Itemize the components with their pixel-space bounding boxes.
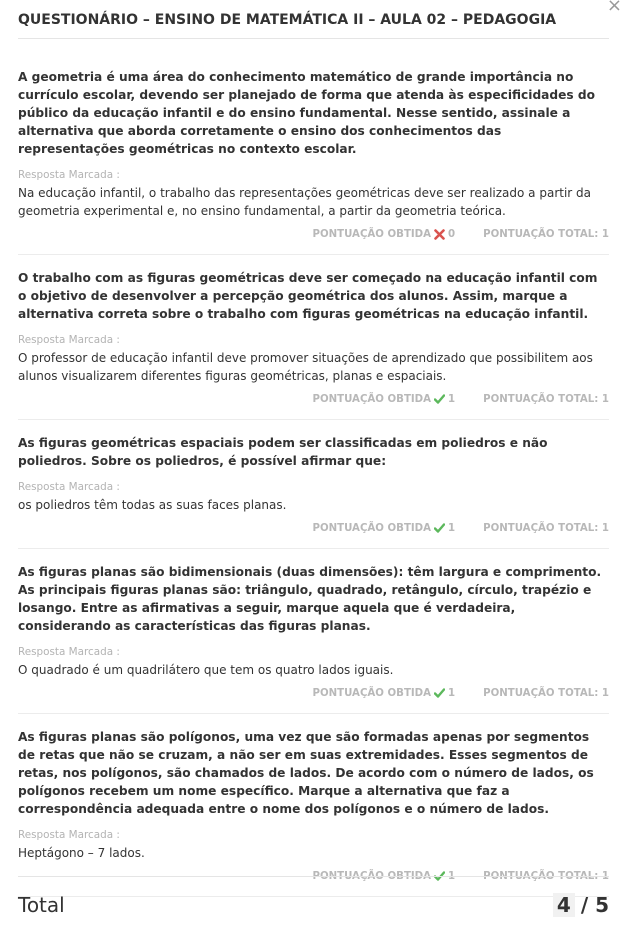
page-title: QUESTIONÁRIO – ENSINO DE MATEMÁTICA II – AULA 02 – PEDAGOGIA — [18, 12, 557, 28]
question-item — [18, 420, 609, 549]
answer-label: Resposta Marcada : — [18, 169, 120, 181]
score-obtained-label: PONTUAÇÃO OBTIDA — [312, 228, 432, 240]
score-obtained-value: 1 — [448, 687, 456, 699]
question-text: As figuras geométricas espaciais podem ser classificadas em poliedros e não poliedros. Sobre os poliedros, é possível afirmar que: — [18, 436, 548, 468]
question-text: As figuras planas são bidimensionais (duas dimensões): têm largura e comprimento. As principais figuras planas são: triângulo, quadrado, retângulo, círculo, trapézio e losango. Entre as afirmativas a seguir, marque aquela que é verdadeira, considerando as características das figuras planas. — [18, 565, 602, 633]
score-obtained-value: 0 — [448, 228, 456, 240]
total-score — [553, 893, 609, 917]
check-icon — [434, 394, 445, 404]
question-item — [18, 549, 609, 714]
score-total: PONTUAÇÃO TOTAL: 1 — [483, 228, 609, 240]
question-text: O trabalho com as figuras geométricas deve ser começado na educação infantil com o objetivo de desenvolver a percepção geométrica dos alunos. Assim, marque a alternativa correta sobre o trabalho com figuras geométricas na educação infantil. — [18, 271, 598, 321]
score-row — [18, 685, 609, 701]
answer-label: Resposta Marcada : — [18, 829, 120, 841]
score-obtained-label: PONTUAÇÃO OBTIDA — [312, 687, 432, 699]
score-obtained — [313, 688, 456, 699]
check-icon — [434, 523, 445, 533]
score-row — [18, 391, 609, 407]
score-obtained-label: PONTUAÇÃO OBTIDA — [312, 870, 432, 882]
score-obtained-value: 1 — [448, 870, 456, 882]
question-item — [18, 58, 609, 255]
total-earned: 4 — [553, 893, 575, 917]
question-item — [18, 255, 609, 420]
wrong-icon — [434, 229, 445, 240]
answer-label: Resposta Marcada : — [18, 481, 120, 493]
quiz-header — [18, 12, 609, 39]
score-total: PONTUAÇÃO TOTAL: 1 — [483, 870, 609, 882]
check-icon — [434, 688, 445, 698]
close-icon[interactable]: × — [606, 0, 622, 16]
score-total: PONTUAÇÃO TOTAL: 1 — [483, 522, 609, 534]
score-obtained-value: 1 — [448, 393, 456, 405]
score-row — [18, 520, 609, 536]
answer-text: os poliedros têm todas as suas faces planas. — [18, 498, 287, 512]
answer-text: Heptágono – 7 lados. — [18, 846, 145, 860]
question-text: A geometria é uma área do conhecimento matemático de grande importância no currículo escolar, devendo ser planejado de forma que atenda às especificidades do público da educação infantil e do ensino fundamental. Nesse sentido, assinale a alternativa que aborda corretamente o ensino dos conhecimentos das representações geométricas no contexto escolar. — [18, 70, 595, 156]
answer-label: Resposta Marcada : — [18, 334, 120, 346]
score-obtained — [313, 229, 456, 240]
total-label: Total — [18, 893, 65, 917]
score-row — [18, 226, 609, 242]
total-bar — [18, 876, 609, 927]
score-total: PONTUAÇÃO TOTAL: 1 — [483, 393, 609, 405]
question-text: As figuras planas são polígonos, uma vez que são formadas apenas por segmentos de retas que não se cruzam, a não ser em suas extremidades. Esses segmentos de retas, nos polígonos, são chamados de lados. De acordo com o número de lados, os polígonos recebem um nome específico. Marque a alternativa que faz a correspondência adequada entre o nome dos polígonos e o número de lados. — [18, 730, 594, 816]
answer-label: Resposta Marcada : — [18, 646, 120, 658]
question-list — [18, 58, 609, 897]
score-obtained — [313, 523, 456, 534]
total-max: / 5 — [580, 893, 609, 917]
score-obtained-value: 1 — [448, 522, 456, 534]
answer-text: O quadrado é um quadrilátero que tem os quatro lados iguais. — [18, 663, 394, 677]
score-total: PONTUAÇÃO TOTAL: 1 — [483, 687, 609, 699]
answer-text: O professor de educação infantil deve promover situações de aprendizado que possibilitem aos alunos visualizarem diferentes figuras geométricas, planas e espaciais. — [18, 351, 593, 383]
score-obtained — [313, 394, 456, 405]
answer-text: Na educação infantil, o trabalho das representações geométricas deve ser realizado a partir da geometria experimental e, no ensino fundamental, a partir da geometria teórica. — [18, 186, 592, 218]
score-obtained-label: PONTUAÇÃO OBTIDA — [312, 393, 432, 405]
question-item — [18, 714, 609, 897]
score-obtained-label: PONTUAÇÃO OBTIDA — [312, 522, 432, 534]
